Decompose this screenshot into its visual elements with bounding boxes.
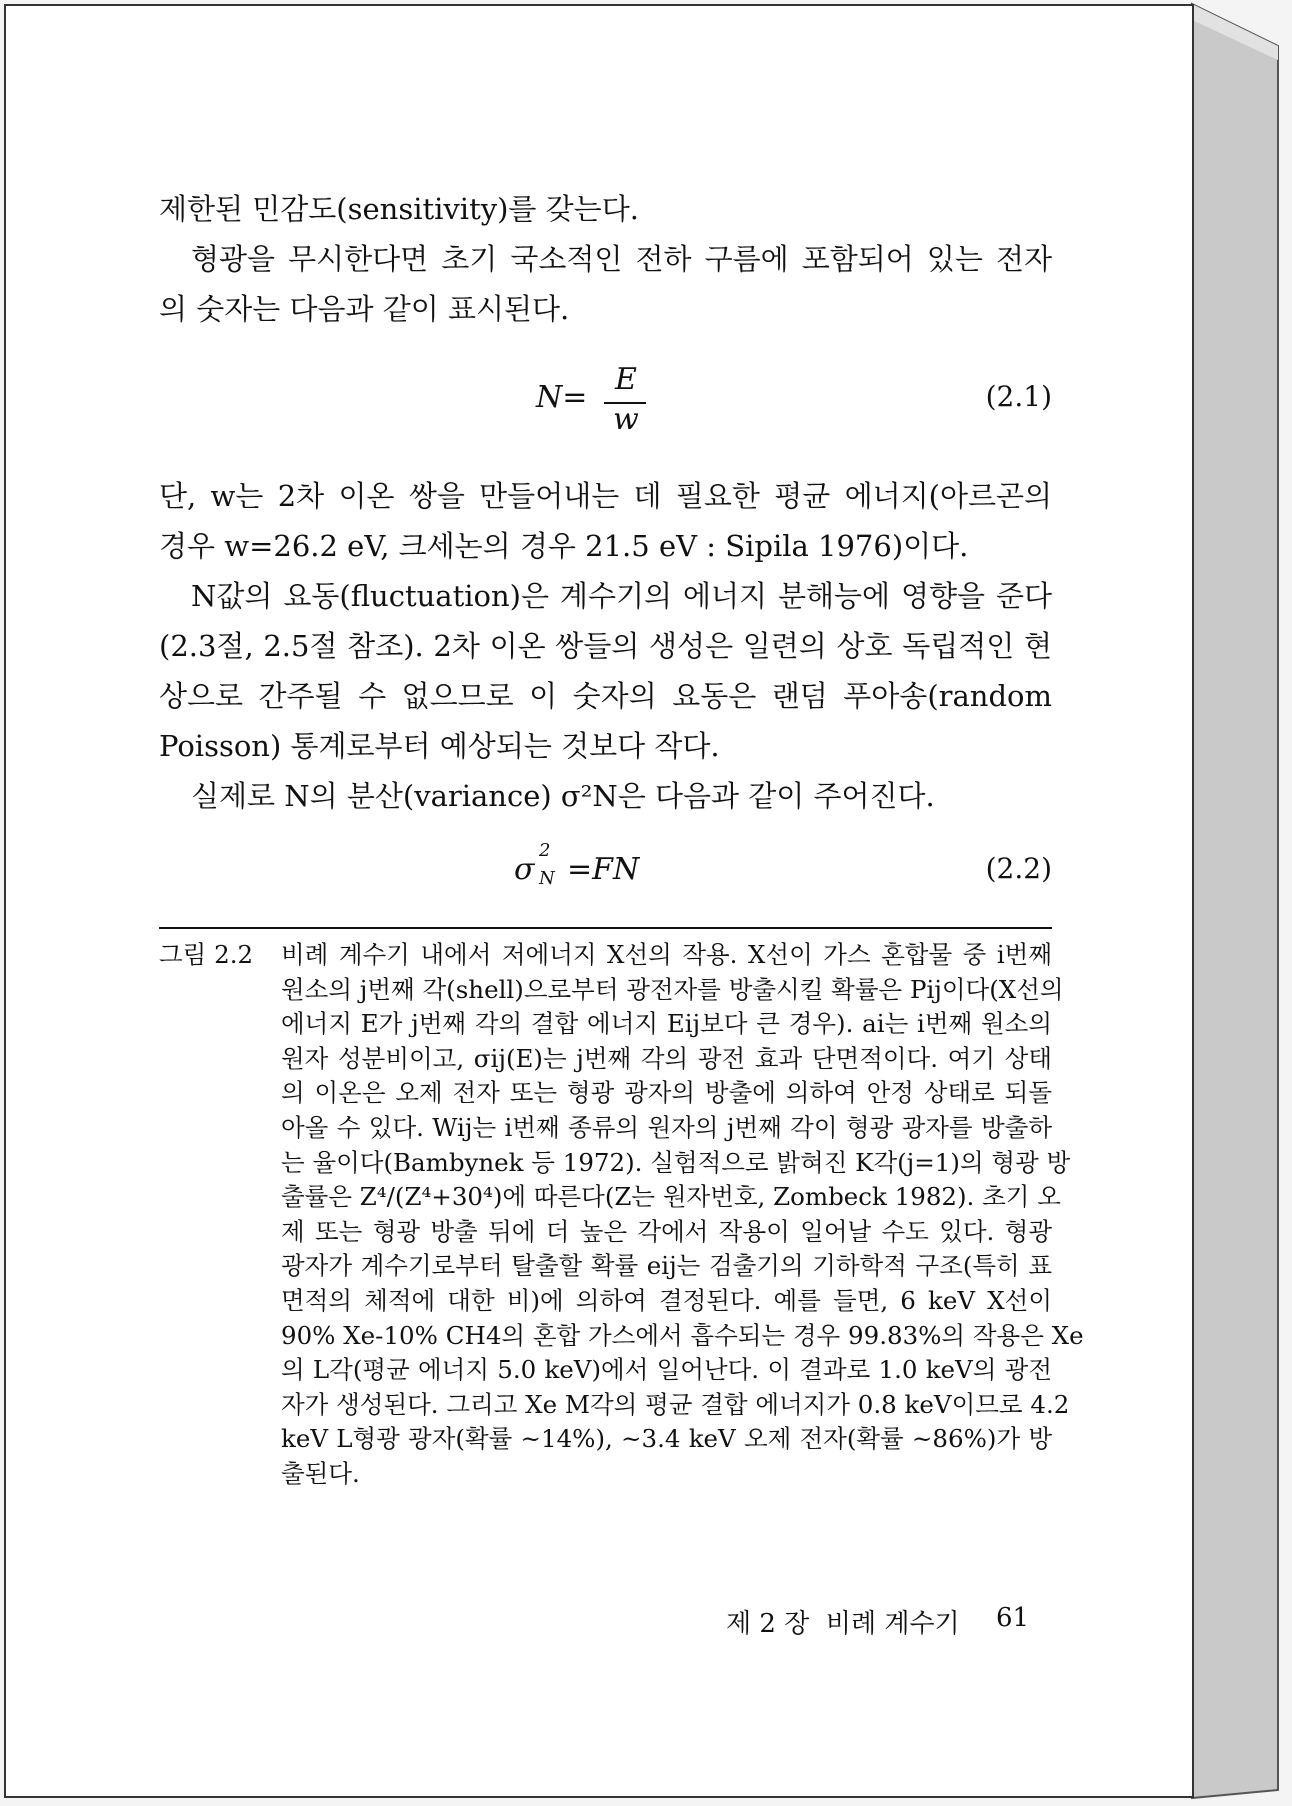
caption-line: 자가 생성된다. 그리고 Xe M각의 평균 결합 에너지가 0.8 keV이므로 4.2 bbox=[281, 1389, 1070, 1419]
caption-line: 90% Xe-10% CH4의 혼합 가스에서 흡수되는 경우 99.83%의 작용은 Xe bbox=[281, 1320, 1084, 1350]
caption-line: 제 또는 형광 방출 뒤에 더 높은 각에서 작용이 일어날 수도 있다. 형광 bbox=[281, 1216, 1052, 1246]
eq1-number: (2.1) bbox=[985, 380, 1052, 413]
caption-line: 에너지 E가 j번째 각의 결합 에너지 Eij보다 큰 경우). ai는 i번째 원소의 bbox=[281, 1009, 1052, 1039]
eq2-rhs: =FN bbox=[567, 852, 640, 887]
caption-label: 그림 2.2 bbox=[159, 940, 254, 969]
caption-line: 광자가 계수기로부터 탈출할 확률 eij는 검출기의 기하학적 구조(특히 표 bbox=[281, 1251, 1052, 1281]
caption-line: 원소의 j번째 각(shell)으로부터 광전자를 방출시킬 확률은 Pij이다(X선의 bbox=[281, 974, 1064, 1004]
page-number: 61 bbox=[996, 1603, 1030, 1633]
caption-line: 는 율이다(Bambynek 등 1972). 실험적으로 밝혀진 K각(j=1)의 형광 방 bbox=[281, 1147, 1071, 1177]
eq1-numerator: E bbox=[615, 362, 637, 397]
running-head: 제 2 장 비례 계수기 bbox=[726, 1609, 960, 1639]
paragraph-4-line-2: (2.3절, 2.5절 참조). 2차 이온 쌍들의 생성은 일련의 상호 독립적인 현 bbox=[159, 629, 1052, 663]
eq1-lhs: N= bbox=[536, 380, 588, 415]
caption-line: 아올 수 있다. Wij는 i번째 종류의 원자의 j번째 각이 형광 광자를 방출하 bbox=[281, 1112, 1052, 1142]
caption-line: keV L형광 광자(확률 ~14%), ~3.4 keV 오제 전자(확률 ~86%)가 방 bbox=[281, 1424, 1052, 1454]
caption-body bbox=[281, 938, 1084, 1492]
caption-line: 면적의 체적에 대한 비)에 의하여 결정된다. 예를 들면, 6 keV X선이 bbox=[281, 1285, 1052, 1315]
paragraph-4-line-4: Poisson) 통계로부터 예상되는 것보다 작다. bbox=[159, 729, 720, 763]
caption-line: 의 L각(평균 에너지 5.0 keV)에서 일어난다. 이 결과로 1.0 keV의 광전 bbox=[281, 1355, 1052, 1385]
book-page bbox=[4, 4, 1194, 1798]
figure-caption bbox=[159, 938, 1084, 1508]
caption-line: 비례 계수기 내에서 저에너지 X선의 작용. X선이 가스 혼합물 중 i번째 bbox=[281, 940, 1052, 969]
paragraph-3-line-1: 단, w는 2차 이온 쌍을 만들어내는 데 필요한 평균 에너지(아르곤의 bbox=[159, 479, 1052, 513]
caption-line: 의 이온은 오제 전자 또는 형광 광자의 방출에 의하여 안정 상태로 되돌 bbox=[281, 1078, 1052, 1108]
paragraph-2-line-1: 형광을 무시한다면 초기 국소적인 전하 구름에 포함되어 있는 전자 bbox=[191, 242, 1052, 276]
paragraph-4-line-3: 상으로 간주될 수 없으므로 이 숫자의 요동은 랜덤 푸아송(random bbox=[159, 679, 1052, 713]
equation-2-1 bbox=[159, 362, 1052, 446]
eq1-denominator: w bbox=[613, 402, 639, 437]
paragraph-3-line-2: 경우 w=26.2 eV, 크세논의 경우 21.5 eV : Sipila 1976)이다. bbox=[159, 529, 969, 563]
eq2-number: (2.2) bbox=[985, 852, 1052, 885]
eq2-subscript: N bbox=[539, 868, 555, 889]
caption-line: 출률은 Z⁴/(Z⁴+30⁴)에 따른다(Z는 원자번호, Zombeck 1982). 초기 오 bbox=[281, 1182, 1061, 1212]
paragraph-1-line-1: 제한된 민감도(sensitivity)를 갖는다. bbox=[159, 192, 639, 226]
caption-line: 출된다. bbox=[281, 1458, 360, 1488]
caption-line: 원자 성분비이고, σij(E)는 j번째 각의 광전 효과 단면적이다. 여기 상태 bbox=[281, 1043, 1052, 1073]
caption-rule bbox=[159, 927, 1052, 929]
eq2-sigma: σ bbox=[514, 852, 535, 887]
paragraph-4-line-1: N값의 요동(fluctuation)은 계수기의 에너지 분해능에 영향을 준다 bbox=[191, 579, 1052, 613]
paragraph-2-line-2: 의 숫자는 다음과 같이 표시된다. bbox=[159, 292, 570, 326]
paragraph-5-line-1: 실제로 N의 분산(variance) σ²N은 다음과 같이 주어진다. bbox=[191, 779, 935, 813]
eq2-superscript: 2 bbox=[539, 840, 551, 861]
equation-2-2 bbox=[159, 840, 1052, 894]
